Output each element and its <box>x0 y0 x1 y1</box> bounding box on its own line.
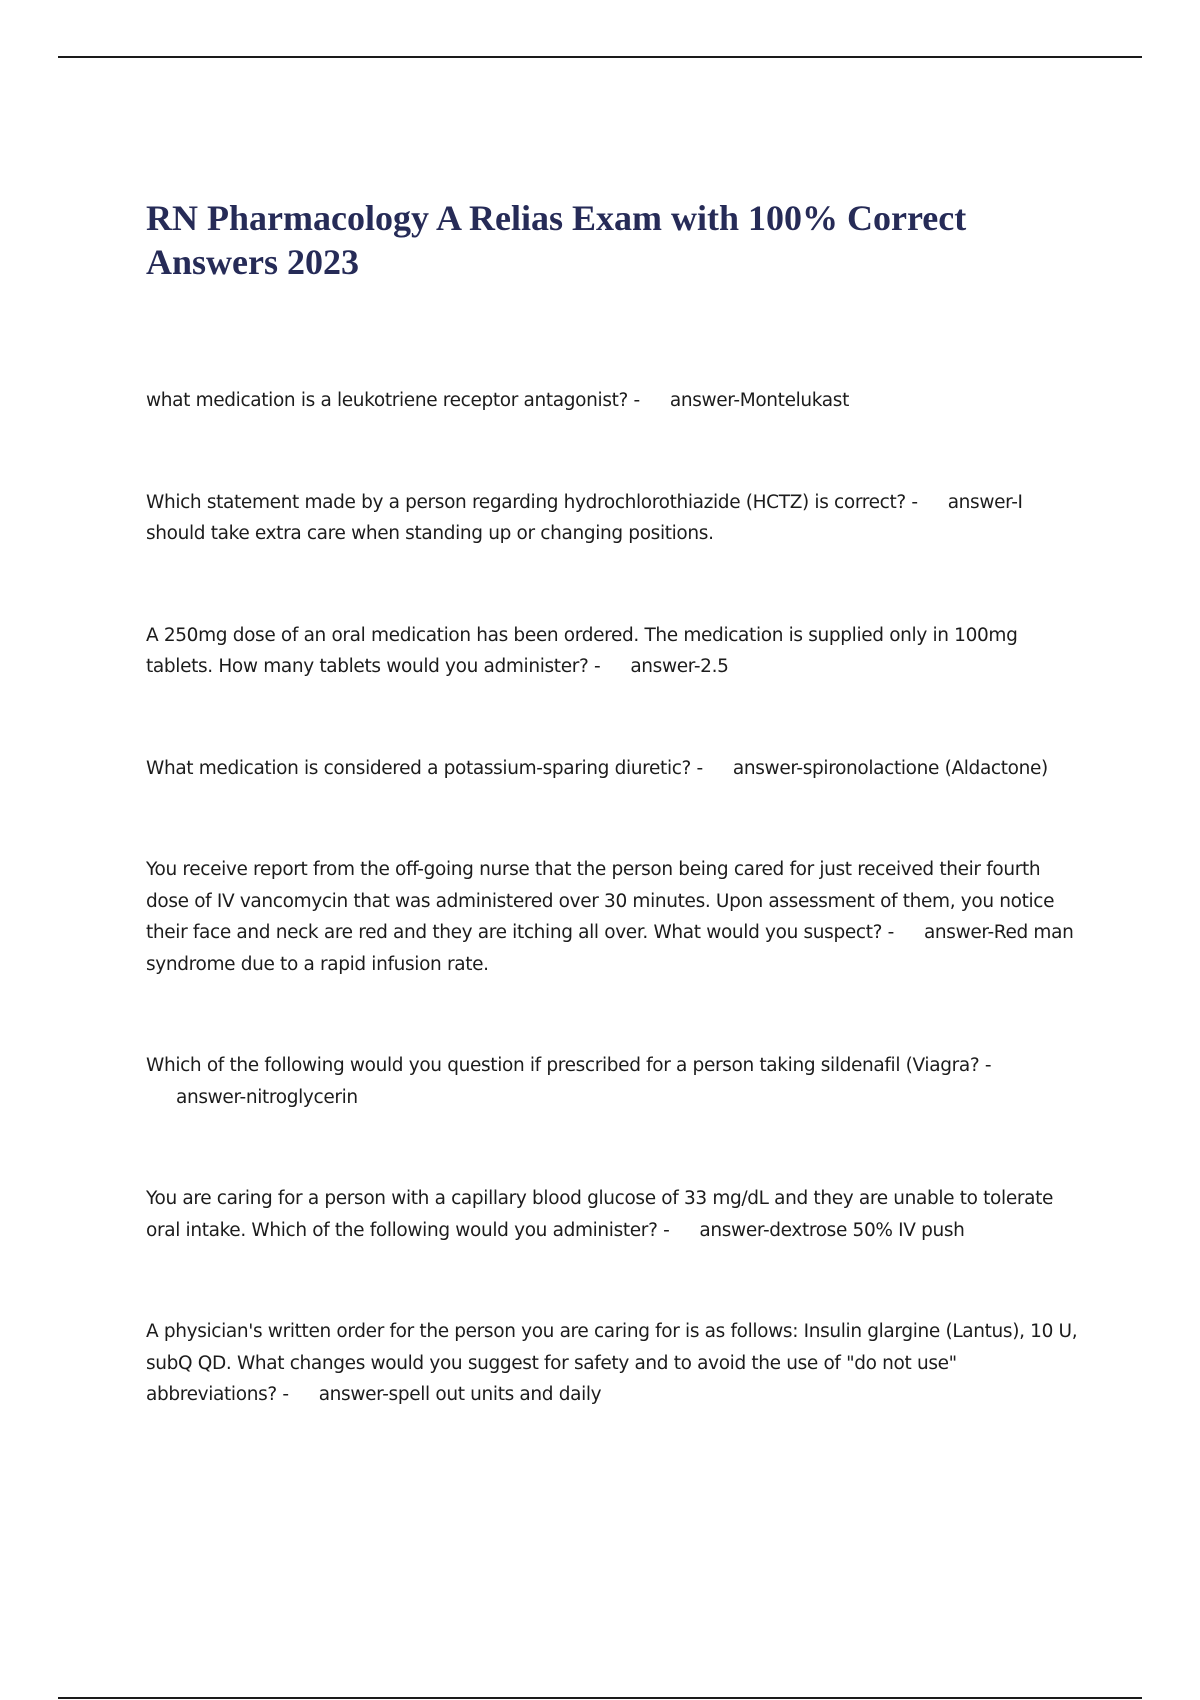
question-text: Which statement made by a person regarding hydrochlorothiazide (HCTZ) is correct? - <box>146 491 918 513</box>
answer-text: answer-spell out units and daily <box>318 1384 602 1405</box>
question-text: You are caring for a person with a capillary blood glucose of 33 mg/dL and they are unable to tolerate oral intake. Which of the following would you administer? - <box>146 1188 1054 1241</box>
qa-item-5 <box>146 854 1086 980</box>
qa-item-3 <box>146 620 1086 683</box>
answer-text: answer-Red man syndrome due to a rapid infusion rate. <box>146 922 1074 975</box>
qa-list <box>146 385 1086 1411</box>
answer-text: answer-I should take extra care when standing up or changing positions. <box>146 491 1023 544</box>
question-text: You receive report from the off-going nurse that the person being cared for just received their fourth dose of IV vancomycin that was administered over 30 minutes. Upon assessment of them, you notice their face and neck are red and they are itching all over. What would you suspect? - <box>146 859 1055 943</box>
document-title: RN Pharmacology A Relias Exam with 100% Correct Answers 2023 <box>146 198 967 282</box>
question-text: what medication is a leukotriene receptor antagonist? - <box>146 390 640 411</box>
answer-text: answer-nitroglycerin <box>176 1086 358 1108</box>
qa-item-6 <box>146 1050 1086 1113</box>
answer-text: answer-spironolactione (Aldactone) <box>732 757 1048 779</box>
answer-text: answer-Montelukast <box>669 390 849 411</box>
qa-item-2 <box>146 487 1086 550</box>
qa-item-1 <box>146 385 1086 417</box>
answer-text: answer-dextrose 50% IV push <box>699 1219 965 1241</box>
qa-item-4 <box>146 753 1086 785</box>
qa-item-8 <box>146 1316 1086 1411</box>
answer-text: answer-2.5 <box>630 656 729 677</box>
footer-rule <box>58 1697 1142 1699</box>
qa-item-7 <box>146 1183 1086 1246</box>
question-text: Which of the following would you question if prescribed for a person taking sildenafil (Viagra? - <box>146 1055 992 1076</box>
header-rule <box>58 56 1142 58</box>
question-text: A 250mg dose of an oral medication has been ordered. The medication is supplied only in 100mg tablets. How many tablets would you administer? - <box>146 624 1018 677</box>
question-text: What medication is considered a potassium-sparing diuretic? - <box>146 757 703 779</box>
question-text: A physician's written order for the person you are caring for is as follows: Insulin glargine (Lantus), 10 U, subQ QD. What changes would you suggest for safety and to avoid the use of "do not use" abbreviations? - <box>146 1321 1078 1405</box>
